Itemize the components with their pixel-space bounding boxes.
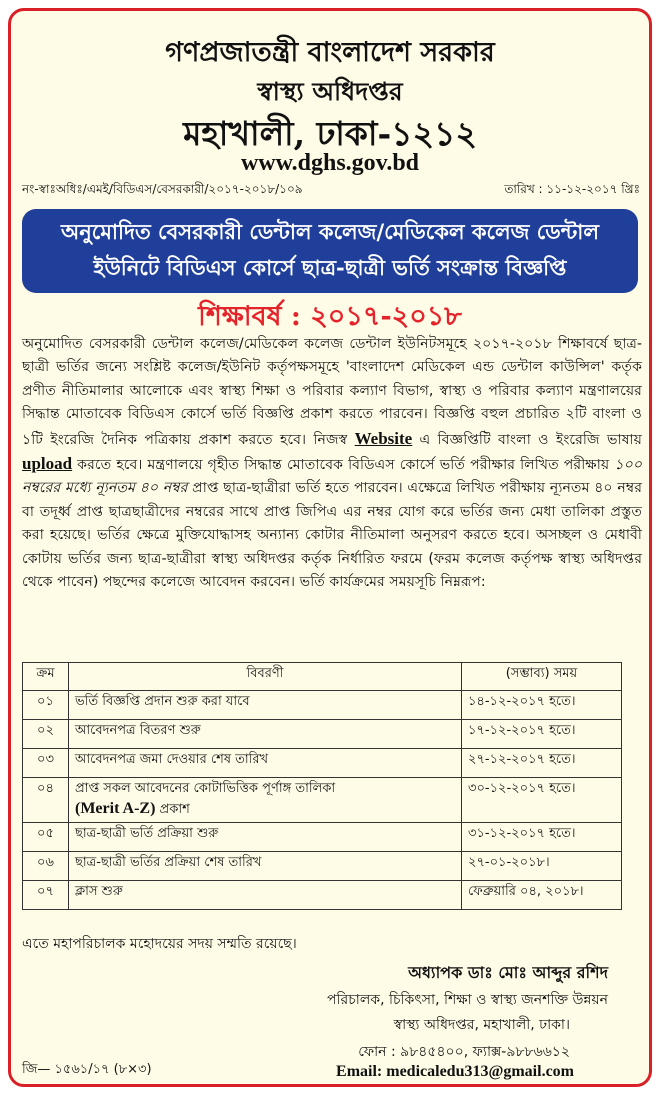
- address-title: মহাখালী, ঢাকা-১২১২: [183, 114, 477, 153]
- signatory-office: স্বাস্থ্য অধিদপ্তর, মহাখালী, ঢাকা।: [393, 1017, 570, 1033]
- reference-number: নং-স্বাঃঅধিঃ/এমই/বিডিএস/বেসরকারী/২০১৭-২০১৮/১০৯: [22, 182, 303, 196]
- body-text-2: এ বিজ্ঞপ্তিটি বাংলা ও ইংরেজি ভাষায়: [419, 431, 642, 448]
- website-link[interactable]: www.dghs.gov.bd: [240, 150, 420, 176]
- body-text-4: প্রাপ্ত ছাত্র-ছাত্রীরা ভর্তি হতে পারবেন। এক্ষেত্রে লিখিত পরীক্ষায় ন্যূনতম ৪০ নম্বর বা তদূর্ধ্ব প্রাপ্ত ছাত্রছাত্রীদের নম্বরের সাথে প্রাপ্ত জিপিএ এর নম্বর যোগ করে ভর্তির জন্য মেধা তালিকা প্রস্তুত করা হয়েছে। ভর্তির ক্ষেত্রে মুক্তিযোদ্ধাসহ অন্যান্য কোটার নীতিমালা অনুসরণ করতে হবে। অসচ্ছল ও মেধাবী কোটায় ভর্তির জন্য ছাত্র-ছাত্রীরা স্বাস্থ্য অধিদপ্তর কর্তৃক নির্ধারিত ফরমে (ফরম কলেজ কর্তৃপক্ষ স্বাস্থ্য অধিদপ্তর থেকে পাবেন) পছন্দের কলেজে আবেদন করবেন। ভর্তি কার্যক্রমের সময়সূচি নিম্নরূপ:: [22, 480, 643, 591]
- body-text-1: অনুমোদিত বেসরকারী ডেন্টাল কলেজ/মেডিকেল কলেজ ডেন্টাল ইউনিটসমূহে ২০১৭-২০১৮ শিক্ষাবর্ষে ছাত্র-ছাত্রী ভর্তির জন্যে সংশ্লিষ্ট কলেজ/ইউনিট কর্তৃপক্ষসমূহে 'বাংলাদেশ মেডিকেল এন্ড ডেন্টাল কাউন্সিল' কর্তৃক প্রণীত নীতিমালার আলোকে এবং স্বাস্থ্য শিক্ষা ও পরিবার কল্যাণ বিভাগ, স্বাস্থ্য ও পরিবার কল্যাণ মন্ত্রণালয়ের সিদ্ধান্ত মোতাবেক বিডিএস কোর্সে ভর্তি বিজ্ঞপ্তি প্রকাশ করতে পারবেন। বিজ্ঞপ্তি বহুল প্রচারিত ২টি বাংলা ও ১টি ইংরেজি দৈনিক পত্রিকায় প্রকাশ করতে হবে। নিজস্ব: [22, 336, 642, 448]
- row-date: ২৭-১২-২০১৭ হতে।: [462, 749, 622, 778]
- website-word: Website: [354, 428, 413, 448]
- row-date: ১৪-১২-২০১৭ হতে।: [462, 691, 622, 720]
- header-description: বিবরণী: [69, 663, 462, 691]
- row-serial: ০৪: [23, 778, 69, 823]
- row-date: ১৭-১২-২০১৭ হতে।: [462, 720, 622, 749]
- table-header-row: [23, 663, 622, 691]
- header-serial: ক্রম: [23, 663, 69, 691]
- row-date: ২৭-০১-২০১৮।: [462, 852, 622, 881]
- signatory-name: অধ্যাপক ডাঃ মোঃ আব্দুর রশিদ: [408, 963, 608, 982]
- row-description-text: প্রাপ্ত সকল আবেদনের কোটাভিত্তিক পূর্ণাঙ্গ তালিকা: [75, 781, 336, 796]
- table-row: [23, 881, 622, 910]
- banner-line-2: ইউনিটে বিডিএস কোর্সে ছাত্র-ছাত্রী ভর্তি সংক্রান্ত বিজ্ঞপ্তি: [93, 255, 567, 280]
- row-serial: ০১: [23, 691, 69, 720]
- signatory-title: পরিচালক, চিকিৎসা, শিক্ষা ও স্বাস্থ্য জনশক্তি উন্নয়ন: [327, 992, 608, 1008]
- contact-email[interactable]: Email: medicaledu313@gmail.com: [336, 1063, 574, 1080]
- row-description: ছাত্র-ছাত্রী ভর্তি প্রক্রিয়া শুরু: [69, 823, 462, 852]
- row-description: ছাত্র-ছাত্রী ভর্তির প্রক্রিয়া শেষ তারিখ: [69, 852, 462, 881]
- header-time: (সম্ভাব্য) সময়: [462, 663, 622, 691]
- upload-word: upload: [22, 454, 73, 474]
- row-description: ভর্তি বিজ্ঞপ্তি প্রদান শুরু করা যাবে: [69, 691, 462, 720]
- academic-session: শিক্ষাবর্ষ : ২০১৭-২০১৮: [198, 301, 462, 332]
- body-text-3: করতে হবে। মন্ত্রণালয়ে গৃহীত সিদ্ধান্ত মোতাবেক বিডিএস কোর্সে ভর্তি পরীক্ষার লিখিত পরীক্ষায়: [77, 457, 610, 474]
- row-description: [69, 778, 462, 823]
- banner-line-1: অনুমোদিত বেসরকারী ডেন্টাল কলেজ/মেডিকেল কলেজ ডেন্টাল: [61, 219, 599, 244]
- notice-body: [22, 333, 642, 594]
- notice-banner: [22, 209, 638, 293]
- schedule-table: [22, 662, 622, 910]
- row-description: আবেদনপত্র বিতরণ শুরু: [69, 720, 462, 749]
- merit-label: (Merit A-Z): [75, 800, 156, 817]
- row-description: ক্লাস শুরু: [69, 881, 462, 910]
- table-row: [23, 852, 622, 881]
- row-date: ৩১-১২-২০১৭ হতে।: [462, 823, 622, 852]
- row-serial: ০২: [23, 720, 69, 749]
- consent-note: এতে মহাপরিচালক মহোদয়ের সদয় সম্মতি রয়েছে।: [22, 936, 297, 952]
- row-serial: ০৬: [23, 852, 69, 881]
- department-title: স্বাস্থ্য অধিদপ্তর: [257, 77, 403, 106]
- notice-date: তারিখ : ১১-১২-২০১৭ খ্রিঃ: [504, 182, 640, 196]
- table-row: [23, 823, 622, 852]
- row-date: ফেব্রুয়ারি ০৪, ২০১৮।: [462, 881, 622, 910]
- table-row: [23, 720, 622, 749]
- row-description: আবেদনপত্র জমা দেওয়ার শেষ তারিখ: [69, 749, 462, 778]
- table-row: [23, 749, 622, 778]
- contact-phone: ফোন : ৯৮৪৫৪০০, ফ্যাক্স-৯৮৮৬৬১২: [358, 1044, 570, 1060]
- row-serial: ০৭: [23, 881, 69, 910]
- row-date: ৩০-১২-২০১৭ হতে।: [462, 778, 622, 823]
- table-row: [23, 691, 622, 720]
- footer-code: জি— ১৫৬১/১৭ (৮×৩): [22, 1062, 152, 1077]
- marks-requirement: ১০০ নম্বরের মধ্যে ন্যূনতম ৪০ নম্বর: [22, 457, 642, 497]
- row-description-tail: প্রকাশ: [159, 802, 190, 817]
- row-serial: ০৫: [23, 823, 69, 852]
- table-row: [23, 778, 622, 823]
- row-serial: ০৩: [23, 749, 69, 778]
- govt-title: গণপ্রজাতন্ত্রী বাংলাদেশ সরকার: [165, 37, 495, 68]
